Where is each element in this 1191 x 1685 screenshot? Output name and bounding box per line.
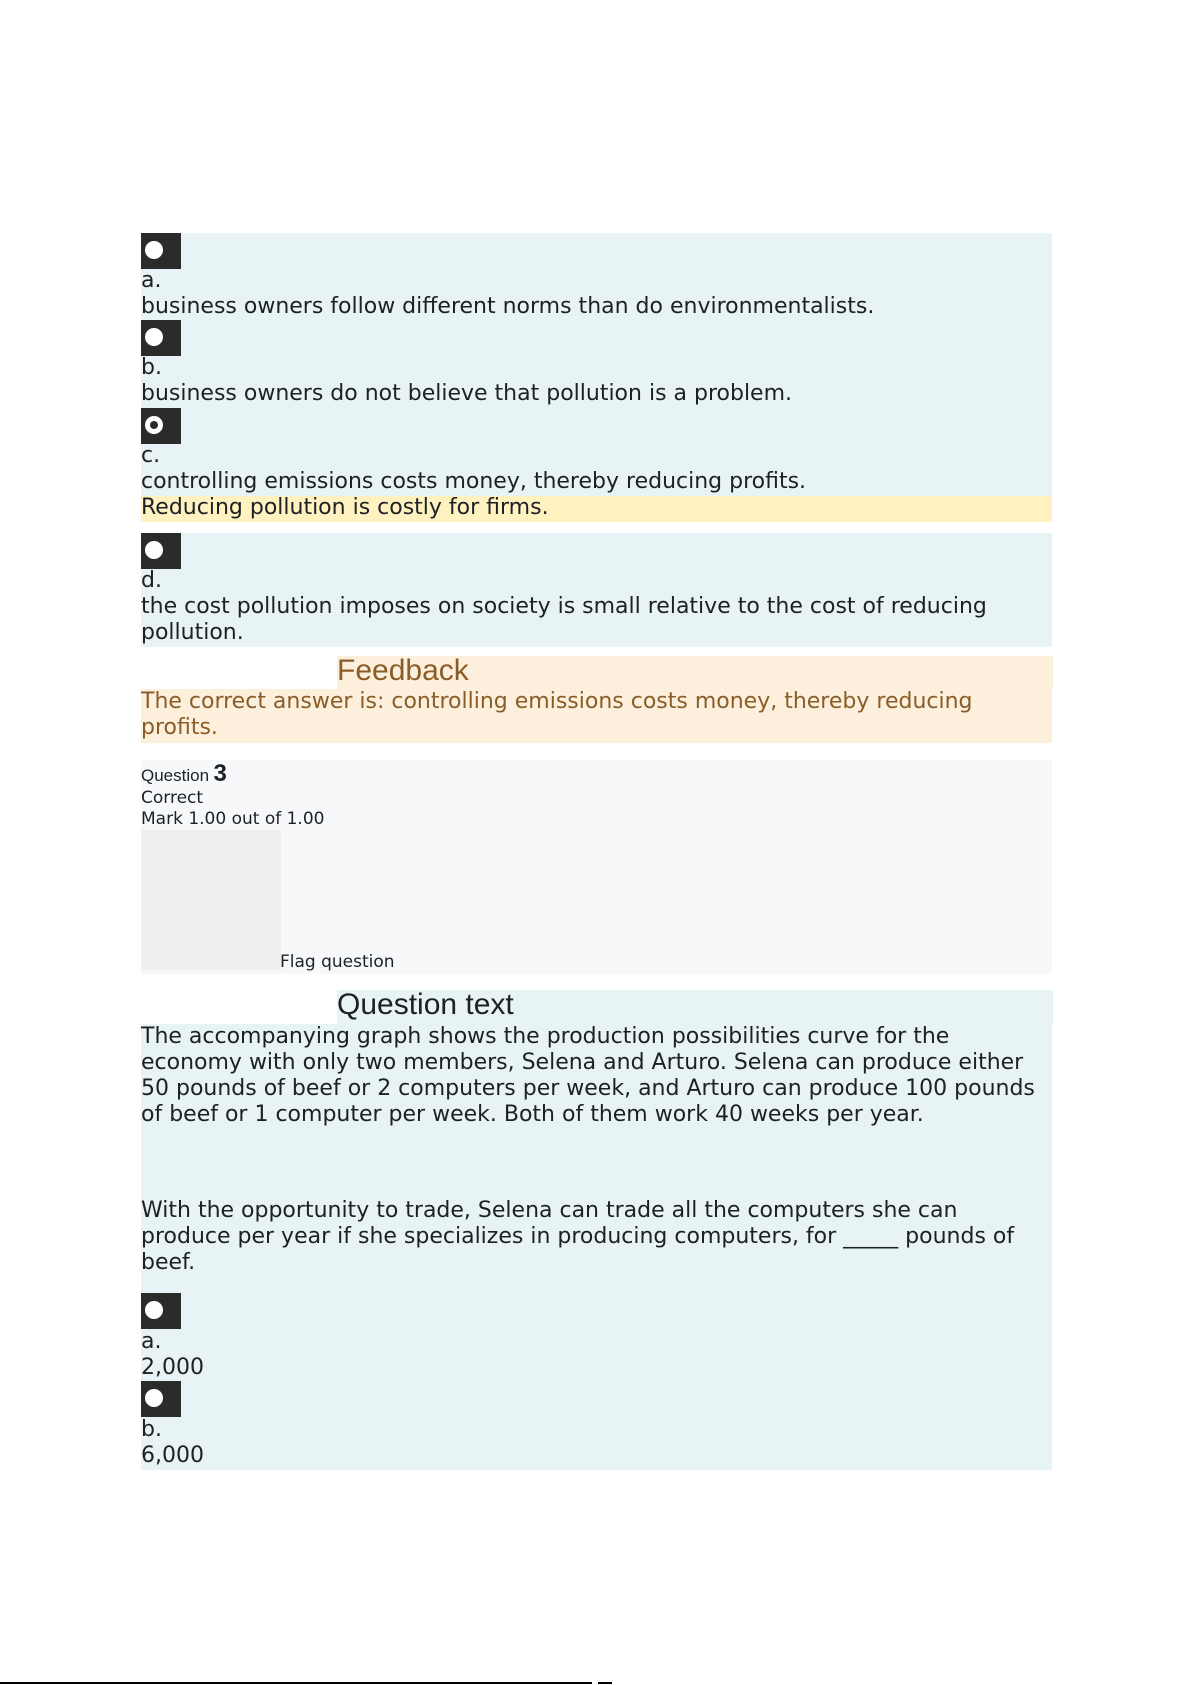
option-b-letter: b. — [141, 355, 162, 380]
question-text-heading: Question text — [337, 988, 514, 1021]
q3-option-b-letter: b. — [141, 1417, 162, 1442]
footer-divider-short — [598, 1682, 612, 1684]
radio-dot-icon — [145, 241, 163, 259]
feedback-text: The correct answer is: controlling emissions costs money, thereby reducing profits. — [141, 689, 973, 740]
radio-dot-icon — [145, 1301, 163, 1319]
question-label: Question — [141, 766, 210, 785]
q3-option-b-radio[interactable] — [141, 1381, 181, 1417]
option-d-text[interactable]: the cost pollution imposes on society is small relative to the cost of reducing pollution. — [141, 594, 987, 645]
radio-dot-icon — [145, 328, 163, 346]
question-number — [141, 760, 227, 788]
question-paragraph-1: The accompanying graph shows the production possibilities curve for the economy with only two members, Selena and Arturo. Selena can produce either 50 pounds of beef or 2 computers per week, and Arturo can produce 100 pounds of beef or 1 computer per week. Both of them work 40 weeks per year. — [141, 1024, 1035, 1127]
option-c-text[interactable]: controlling emissions costs money, thereby reducing profits. — [141, 469, 807, 494]
option-d-radio[interactable] — [141, 533, 181, 569]
option-c-radio[interactable] — [141, 408, 181, 444]
option-a-text[interactable]: business owners follow different norms than do environmentalists. — [141, 294, 875, 319]
radio-dot-icon — [145, 541, 163, 559]
q3-option-a-text[interactable]: 2,000 — [141, 1355, 204, 1380]
question-paragraph-2: With the opportunity to trade, Selena can trade all the computers she can produce per year if she specializes in producing computers, for _____ pounds of beef. — [141, 1198, 1015, 1275]
feedback-heading: Feedback — [337, 654, 469, 687]
footer-divider — [0, 1682, 592, 1684]
option-d-letter: d. — [141, 568, 162, 593]
radio-selected-icon — [145, 416, 163, 434]
option-a-letter: a. — [141, 268, 162, 293]
option-c-letter: c. — [141, 443, 161, 468]
q3-option-b-text[interactable]: 6,000 — [141, 1443, 204, 1468]
flag-icon[interactable] — [141, 830, 281, 970]
radio-dot-icon — [145, 1389, 163, 1407]
question-mark: Mark 1.00 out of 1.00 — [141, 809, 325, 829]
question-number-value: 3 — [213, 760, 227, 787]
option-a-radio[interactable] — [141, 233, 181, 269]
option-b-radio[interactable] — [141, 320, 181, 356]
question-status: Correct — [141, 788, 204, 808]
option-b-text[interactable]: business owners do not believe that pollution is a problem. — [141, 381, 793, 406]
option-specific-feedback: Reducing pollution is costly for firms. — [141, 495, 549, 520]
q3-option-a-radio[interactable] — [141, 1293, 181, 1329]
flag-question-link[interactable]: Flag question — [280, 952, 395, 972]
q3-option-a-letter: a. — [141, 1329, 162, 1354]
